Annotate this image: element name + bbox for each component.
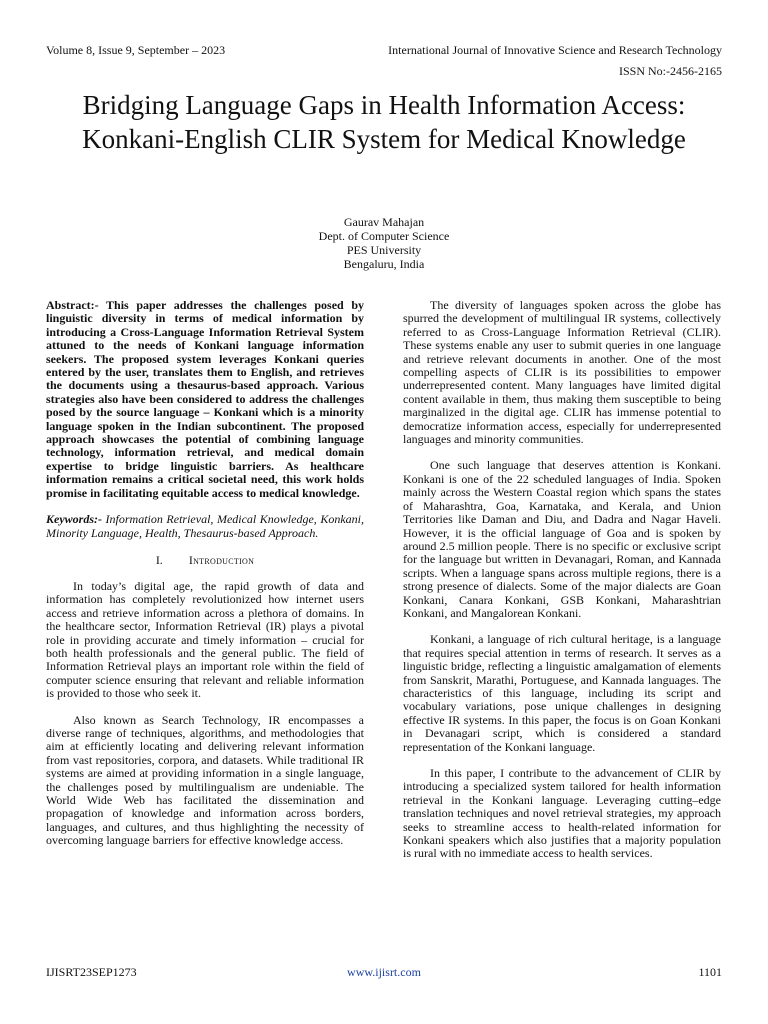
body-paragraph: In this paper, I contribute to the advancement of CLIR by introducing a specialized system tailored for health information retrieval in the Konkani language. Leveraging cutting–edge translation techniques and novel retrieval strategies, my approach seeks to streamline access to health-related information for Konkani speakers which also justifies that a majority population is rural with no immediate access to health services.: [403, 766, 721, 861]
left-column: [46, 299, 364, 861]
author-location: Bengaluru, India: [343, 257, 425, 271]
footer-website-link[interactable]: www.ijisrt.com: [347, 965, 421, 979]
right-column: [403, 299, 721, 874]
author-dept: Dept. of Computer Science: [318, 229, 450, 243]
keywords-text: Information Retrieval, Medical Knowledge, Konkani, Minority Language, Health, Thesaurus-based Approach.: [46, 512, 364, 540]
keywords: [46, 513, 364, 540]
footer-paper-id: IJISRT23SEP1273: [46, 965, 137, 979]
body-paragraph: One such language that deserves attention is Konkani. Konkani is one of the 22 scheduled languages of India. Spoken mainly across the Western Coastal region which spans the states of Maharashtra, Goa, Karnataka, and Kerala, and Union Territories like Daman and Diu, and Dadra and Nagar Haveli. However, it is the official language of Goa and is spoken by around 2.5 million people. There is no specific or exclusive script for the language but written in Devanagari, Roman, and Kannada scripts. When a language spans across multiple regions, there is a strong presence of dialects. Some of the major dialects are Goan Konkani, Canara Konkani, GSB Konkani, Maharashtrian Konkani, and Mangalorean Konkani.: [403, 458, 721, 620]
author-name: Gaurav Mahajan: [343, 215, 425, 229]
header-journal: International Journal of Innovative Science and Research Technology: [388, 43, 722, 57]
section-number: I.: [155, 552, 163, 567]
section-heading: [46, 553, 364, 567]
body-paragraph: The diversity of languages spoken across the globe has spurred the development of multilingual IR systems, collectively referred to as Cross-Language Information Retrieval (CLIR). These systems enable any user to submit queries in one language and retrieve relevant documents in another. One of the most compelling aspects of CLIR is its possibilities to empower underrepresented content. Many languages have limited digital content available in them, thus making them susceptible to being marginalized in the digital age. CLIR has immense potential to democratize information access, especially for underrepresented languages and minority communities.: [403, 298, 721, 447]
header-volume: Volume 8, Issue 9, September – 2023: [46, 43, 226, 57]
section-title: Introduction: [188, 552, 255, 567]
paper-title: Bridging Language Gaps in Health Information Access: Konkani-English CLIR System for Medical Knowledge: [82, 90, 686, 154]
intro-paragraph: Also known as Search Technology, IR encompasses a diverse range of techniques, algorithms, and methodologies that aim at efficiently locating and delivering relevant information from vast repositories, corpora, and datasets. While traditional IR systems are aimed at providing information in a single language, the challenges posed by multilingualism are undeniable. The World Wide Web has facilitated the dissemination and propagation of knowledge and information across borders, languages, and cultures, and thus highlighting the necessity of overcoming language barriers for effective knowledge access.: [46, 712, 364, 848]
intro-paragraph: In today’s digital age, the rapid growth of data and information has completely revolutionized how internet users access and retrieve information across a plethora of domains. In the healthcare sector, Information Retrieval (IR) plays a pivotal role in providing accurate and timely information – crucial for both health professionals and the general public. The field of Information Retrieval plays an important role within the field of computer science ensuring that relevant and reliable information is provided to those who seek it.: [46, 578, 364, 701]
author-block: [184, 215, 584, 271]
author-university: PES University: [346, 243, 422, 257]
body-paragraph: Konkani, a language of rich cultural heritage, is a language that requires special attention in terms of research. It serves as a linguistic bridge, reflecting a linguistic amalgamation of elements from Sanskrit, Marathi, Portuguese, and Kannada languages. The characteristics of this language, including its script and vocabulary variations, pose unique challenges in designing effective IR systems. In this paper, the focus is on Goan Konkani in Devanagari script, which is considered a standard representation of the Konkani language.: [403, 632, 721, 754]
keywords-label: Keywords:-: [46, 512, 102, 527]
abstract: Abstract:- This paper addresses the challenges posed by linguistic diversity in terms of medical information by introducing a Cross-Language Information Retrieval System attuned to the needs of Konkani language information seekers. The proposed system leverages Konkani queries entered by the user, translates them to English, and retrieves the documents using a thesaurus-based approach. Various strategies also have been considered to address the challenges posed by the source language – Konkani which is a minority language spoken in the Indian subcontinent. The proposed approach showcases the potential of combining language technology, information retrieval, and medical domain expertise to bridge linguistic barriers. As healthcare information remains a critical societal need, this work holds promise in facilitating equitable access to medical knowledge.: [46, 298, 364, 500]
footer-page-number: 1101: [698, 965, 722, 979]
header-issn: ISSN No:-2456-2165: [618, 64, 722, 78]
